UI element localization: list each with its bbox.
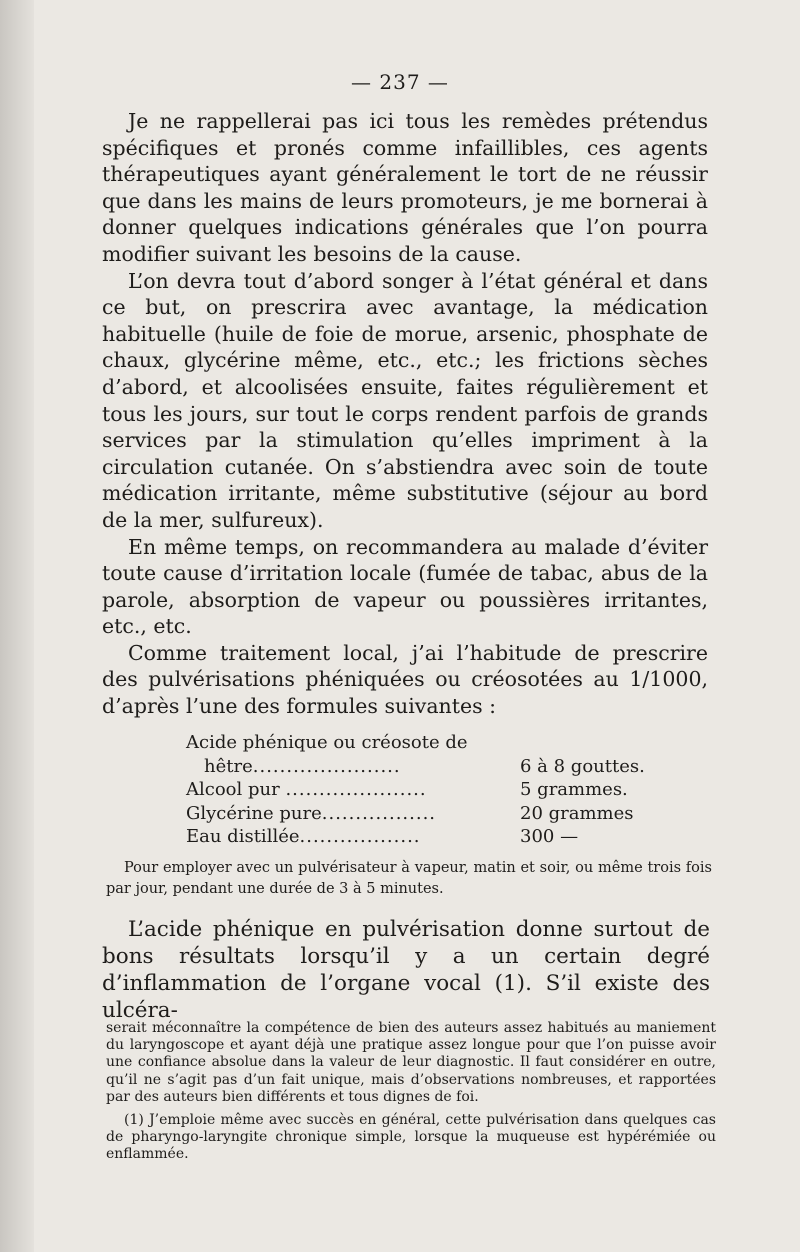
formula-row bbox=[186, 802, 656, 826]
paragraph-remedies: Je ne rappellerai pas ici tous les remèdes prétendus spécifiques et pronés comme infaillibles, ces agents thérapeutiques ayant généralement le tort de ne réussir que dans les mains de leurs promoteurs, je me bornerai à donner quelques indications générales que l’on pourra modifier suivant les besoins de la cause. bbox=[102, 109, 708, 266]
paragraph-irritation: En même temps, on recommandera au malade d’éviter toute cause d’irritation locale (fumée de tabac, abus de la parole, absorption de vapeur ou poussières irritantes, etc., etc. bbox=[102, 534, 708, 639]
footnote-continued: serait méconnaître la compétence de bien des auteurs assez habitués au maniement du laryngoscope et ayant déjà une pratique assez longue pour que l’on puisse avoir une confiance absolue dans la valeur de leur diagnostic. Il faut considérer en outre, qu’il ne s’agit pas d’un fait unique, mais d’observations nombreuses, et rapportées par des auteurs bien différents et tous dignes de foi. bbox=[106, 1020, 716, 1105]
page-gutter bbox=[0, 0, 34, 1252]
formula-table bbox=[186, 731, 656, 849]
ingredient-quantity: 5 grammes. bbox=[520, 779, 628, 800]
formula-row bbox=[186, 755, 656, 779]
paragraph-general-state: L’on devra tout d’abord songer à l’état général et dans ce but, on prescrira avec avantage, la médication habituelle (huile de foie de morue, arsenic, phosphate de chaux, glycérine même, etc., etc.; les frictions sèches d’abord, et alcoolisées ensuite, faites régulièrement et tous les jours, sur tout le corps rendent parfois de grands services par la stimulation qu’elles impriment à la circulation cutanée. On s’abstiendra avec soin de toute médication irritante, même substitutive (séjour au bord de la mer, sulfureux). bbox=[102, 268, 708, 532]
ingredient-name: hêtre...................... bbox=[204, 755, 401, 777]
formula-row bbox=[186, 731, 656, 755]
paragraph-local-treatment: Comme traitement local, j’ai l’habitude de prescrire des pulvérisations phéniquées ou créosotées au 1/1000, d’après l’une des formules suivantes : bbox=[102, 640, 708, 719]
ingredient-quantity: 20 grammes bbox=[520, 802, 634, 824]
footnotes bbox=[106, 1020, 716, 1164]
main-text bbox=[102, 108, 708, 720]
footnote-1: (1) J’emploie même avec succès en général, cette pulvérisation dans quelques cas de pharyngo-laryngite chronique simple, lorsque la muqueuse est hypérémiée ou enflammée. bbox=[106, 1112, 716, 1163]
prescription-note: Pour employer avec un pulvérisateur à vapeur, matin et soir, ou même trois fois par jour, pendant une durée de 3 à 5 minutes. bbox=[106, 860, 712, 897]
paragraph-phenic-acid: L’acide phénique en pulvérisation donne surtout de bons résultats lorsqu’il y a un certain degré d’inflammation de l’organe vocal (1). S’il existe des ulcéra- bbox=[102, 917, 710, 1023]
ingredient-name: Acide phénique ou créosote de bbox=[186, 732, 468, 753]
ingredient-name: Eau distillée.................. bbox=[186, 826, 421, 847]
ingredient-name: Glycérine pure................. bbox=[186, 802, 437, 824]
ingredient-quantity: 6 à 8 gouttes. bbox=[520, 755, 645, 777]
page-number: — 237 — bbox=[351, 70, 449, 94]
ingredient-name: Alcool pur ..................... bbox=[186, 779, 427, 800]
formula-row bbox=[186, 825, 656, 849]
ingredient-quantity: 300 — bbox=[520, 826, 579, 847]
formula-row bbox=[186, 778, 656, 802]
